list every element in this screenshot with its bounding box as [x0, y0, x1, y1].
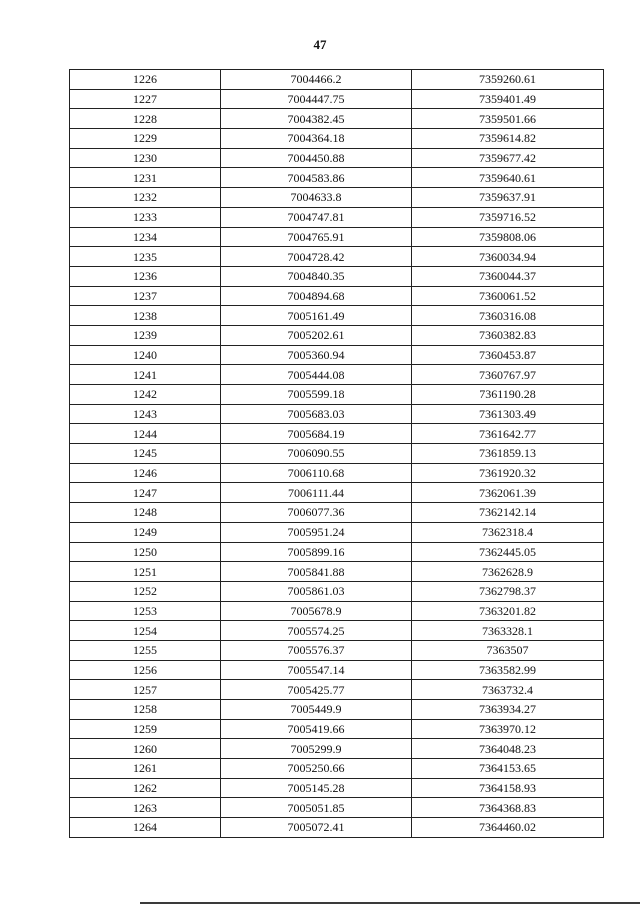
- y-coordinate-cell: 7362318.4: [412, 522, 604, 542]
- point-number-cell: 1251: [70, 562, 221, 582]
- x-coordinate-cell: 7005841.88: [221, 562, 412, 582]
- point-number-cell: 1226: [70, 70, 221, 90]
- point-number-cell: 1241: [70, 365, 221, 385]
- point-number-cell: 1238: [70, 306, 221, 326]
- table-row: [70, 700, 604, 720]
- x-coordinate-cell: 7005599.18: [221, 385, 412, 405]
- x-coordinate-cell: 7006110.68: [221, 463, 412, 483]
- x-coordinate-cell: 7005202.61: [221, 325, 412, 345]
- x-coordinate-cell: 7005250.66: [221, 759, 412, 779]
- y-coordinate-cell: 7363507: [412, 640, 604, 660]
- table-row: [70, 247, 604, 267]
- y-coordinate-cell: 7364460.02: [412, 818, 604, 838]
- y-coordinate-cell: 7361920.32: [412, 463, 604, 483]
- x-coordinate-cell: 7005951.24: [221, 522, 412, 542]
- x-coordinate-cell: 7004382.45: [221, 109, 412, 129]
- x-coordinate-cell: 7004747.81: [221, 207, 412, 227]
- y-coordinate-cell: 7361642.77: [412, 424, 604, 444]
- x-coordinate-cell: 7005444.08: [221, 365, 412, 385]
- y-coordinate-cell: 7364048.23: [412, 739, 604, 759]
- table-row: [70, 483, 604, 503]
- y-coordinate-cell: 7361303.49: [412, 404, 604, 424]
- x-coordinate-cell: 7004447.75: [221, 89, 412, 109]
- coordinates-table-container: [69, 69, 600, 838]
- point-number-cell: 1233: [70, 207, 221, 227]
- x-coordinate-cell: 7005419.66: [221, 719, 412, 739]
- x-coordinate-cell: 7006090.55: [221, 444, 412, 464]
- x-coordinate-cell: 7005683.03: [221, 404, 412, 424]
- table-row: [70, 385, 604, 405]
- y-coordinate-cell: 7363201.82: [412, 601, 604, 621]
- y-coordinate-cell: 7359637.91: [412, 188, 604, 208]
- y-coordinate-cell: 7359677.42: [412, 148, 604, 168]
- point-number-cell: 1252: [70, 581, 221, 601]
- y-coordinate-cell: 7359501.66: [412, 109, 604, 129]
- table-row: [70, 680, 604, 700]
- table-row: [70, 581, 604, 601]
- y-coordinate-cell: 7363970.12: [412, 719, 604, 739]
- point-number-cell: 1253: [70, 601, 221, 621]
- x-coordinate-cell: 7004765.91: [221, 227, 412, 247]
- point-number-cell: 1239: [70, 325, 221, 345]
- x-coordinate-cell: 7004894.68: [221, 286, 412, 306]
- y-coordinate-cell: 7361190.28: [412, 385, 604, 405]
- point-number-cell: 1227: [70, 89, 221, 109]
- point-number-cell: 1249: [70, 522, 221, 542]
- point-number-cell: 1256: [70, 660, 221, 680]
- x-coordinate-cell: 7005145.28: [221, 778, 412, 798]
- y-coordinate-cell: 7362061.39: [412, 483, 604, 503]
- table-row: [70, 89, 604, 109]
- point-number-cell: 1261: [70, 759, 221, 779]
- point-number-cell: 1247: [70, 483, 221, 503]
- point-number-cell: 1228: [70, 109, 221, 129]
- x-coordinate-cell: 7005684.19: [221, 424, 412, 444]
- y-coordinate-cell: 7360044.37: [412, 266, 604, 286]
- point-number-cell: 1230: [70, 148, 221, 168]
- table-row: [70, 522, 604, 542]
- x-coordinate-cell: 7005360.94: [221, 345, 412, 365]
- y-coordinate-cell: 7360316.08: [412, 306, 604, 326]
- table-row: [70, 70, 604, 90]
- point-number-cell: 1235: [70, 247, 221, 267]
- point-number-cell: 1234: [70, 227, 221, 247]
- y-coordinate-cell: 7362142.14: [412, 503, 604, 523]
- table-row: [70, 503, 604, 523]
- point-number-cell: 1232: [70, 188, 221, 208]
- x-coordinate-cell: 7004633.8: [221, 188, 412, 208]
- table-row: [70, 621, 604, 641]
- table-row: [70, 759, 604, 779]
- point-number-cell: 1245: [70, 444, 221, 464]
- table-row: [70, 266, 604, 286]
- point-number-cell: 1231: [70, 168, 221, 188]
- y-coordinate-cell: 7360034.94: [412, 247, 604, 267]
- x-coordinate-cell: 7004583.86: [221, 168, 412, 188]
- y-coordinate-cell: 7363582.99: [412, 660, 604, 680]
- x-coordinate-cell: 7004728.42: [221, 247, 412, 267]
- table-row: [70, 640, 604, 660]
- coordinates-table: [69, 69, 604, 838]
- point-number-cell: 1242: [70, 385, 221, 405]
- y-coordinate-cell: 7359401.49: [412, 89, 604, 109]
- point-number-cell: 1246: [70, 463, 221, 483]
- page-bottom-edge-line: [140, 902, 640, 904]
- y-coordinate-cell: 7360061.52: [412, 286, 604, 306]
- point-number-cell: 1263: [70, 798, 221, 818]
- y-coordinate-cell: 7362798.37: [412, 581, 604, 601]
- x-coordinate-cell: 7004840.35: [221, 266, 412, 286]
- table-row: [70, 463, 604, 483]
- y-coordinate-cell: 7360382.83: [412, 325, 604, 345]
- point-number-cell: 1243: [70, 404, 221, 424]
- point-number-cell: 1255: [70, 640, 221, 660]
- point-number-cell: 1240: [70, 345, 221, 365]
- table-row: [70, 601, 604, 621]
- table-row: [70, 818, 604, 838]
- table-row: [70, 227, 604, 247]
- x-coordinate-cell: 7005051.85: [221, 798, 412, 818]
- y-coordinate-cell: 7363732.4: [412, 680, 604, 700]
- point-number-cell: 1229: [70, 129, 221, 149]
- y-coordinate-cell: 7362628.9: [412, 562, 604, 582]
- point-number-cell: 1258: [70, 700, 221, 720]
- y-coordinate-cell: 7362445.05: [412, 542, 604, 562]
- y-coordinate-cell: 7363934.27: [412, 700, 604, 720]
- table-row: [70, 325, 604, 345]
- table-row: [70, 109, 604, 129]
- table-row: [70, 562, 604, 582]
- point-number-cell: 1244: [70, 424, 221, 444]
- point-number-cell: 1262: [70, 778, 221, 798]
- table-row: [70, 207, 604, 227]
- x-coordinate-cell: 7005161.49: [221, 306, 412, 326]
- x-coordinate-cell: 7004466.2: [221, 70, 412, 90]
- point-number-cell: 1236: [70, 266, 221, 286]
- table-row: [70, 188, 604, 208]
- y-coordinate-cell: 7359716.52: [412, 207, 604, 227]
- x-coordinate-cell: 7006111.44: [221, 483, 412, 503]
- table-row: [70, 739, 604, 759]
- x-coordinate-cell: 7005547.14: [221, 660, 412, 680]
- x-coordinate-cell: 7005899.16: [221, 542, 412, 562]
- table-row: [70, 798, 604, 818]
- x-coordinate-cell: 7005449.9: [221, 700, 412, 720]
- table-row: [70, 542, 604, 562]
- x-coordinate-cell: 7006077.36: [221, 503, 412, 523]
- table-row: [70, 778, 604, 798]
- y-coordinate-cell: 7359640.61: [412, 168, 604, 188]
- table-row: [70, 404, 604, 424]
- y-coordinate-cell: 7364158.93: [412, 778, 604, 798]
- y-coordinate-cell: 7363328.1: [412, 621, 604, 641]
- y-coordinate-cell: 7359614.82: [412, 129, 604, 149]
- x-coordinate-cell: 7005299.9: [221, 739, 412, 759]
- table-row: [70, 660, 604, 680]
- x-coordinate-cell: 7005574.25: [221, 621, 412, 641]
- y-coordinate-cell: 7360453.87: [412, 345, 604, 365]
- point-number-cell: 1259: [70, 719, 221, 739]
- table-row: [70, 306, 604, 326]
- x-coordinate-cell: 7005072.41: [221, 818, 412, 838]
- y-coordinate-cell: 7364153.65: [412, 759, 604, 779]
- point-number-cell: 1257: [70, 680, 221, 700]
- point-number-cell: 1254: [70, 621, 221, 641]
- coordinates-table-body: [70, 70, 604, 838]
- point-number-cell: 1260: [70, 739, 221, 759]
- x-coordinate-cell: 7005576.37: [221, 640, 412, 660]
- x-coordinate-cell: 7004364.18: [221, 129, 412, 149]
- table-row: [70, 424, 604, 444]
- x-coordinate-cell: 7005678.9: [221, 601, 412, 621]
- table-row: [70, 365, 604, 385]
- table-row: [70, 444, 604, 464]
- table-row: [70, 286, 604, 306]
- x-coordinate-cell: 7004450.88: [221, 148, 412, 168]
- page-number: 47: [313, 37, 327, 52]
- table-row: [70, 168, 604, 188]
- x-coordinate-cell: 7005425.77: [221, 680, 412, 700]
- point-number-cell: 1248: [70, 503, 221, 523]
- x-coordinate-cell: 7005861.03: [221, 581, 412, 601]
- y-coordinate-cell: 7360767.97: [412, 365, 604, 385]
- table-row: [70, 719, 604, 739]
- point-number-cell: 1237: [70, 286, 221, 306]
- point-number-cell: 1250: [70, 542, 221, 562]
- table-row: [70, 129, 604, 149]
- point-number-cell: 1264: [70, 818, 221, 838]
- table-row: [70, 345, 604, 365]
- y-coordinate-cell: 7361859.13: [412, 444, 604, 464]
- y-coordinate-cell: 7359808.06: [412, 227, 604, 247]
- y-coordinate-cell: 7359260.61: [412, 70, 604, 90]
- y-coordinate-cell: 7364368.83: [412, 798, 604, 818]
- table-row: [70, 148, 604, 168]
